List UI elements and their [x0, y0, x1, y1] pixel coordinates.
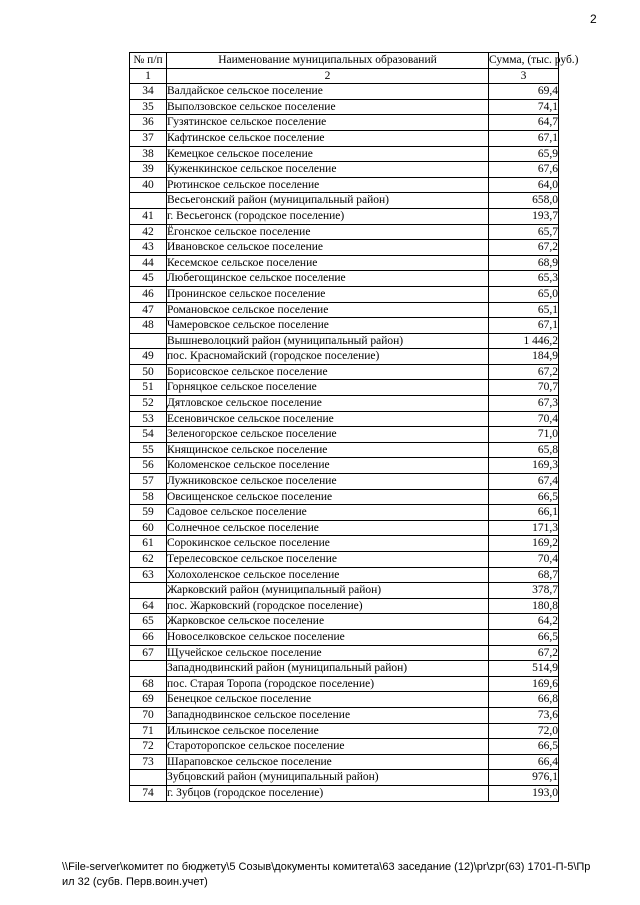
- row-number: [130, 770, 167, 786]
- row-number: 34: [130, 84, 167, 100]
- table-row: [130, 115, 559, 131]
- row-sum: 169,2: [489, 536, 559, 552]
- row-number: 61: [130, 536, 167, 552]
- row-name: Западнодвинское сельское поселение: [167, 707, 489, 723]
- table-row: [130, 629, 559, 645]
- table-row: [130, 224, 559, 240]
- table-row: [130, 146, 559, 162]
- row-name: Княщинское сельское поселение: [167, 442, 489, 458]
- row-sum: 65,0: [489, 286, 559, 302]
- row-name: Бенецкое сельское поселение: [167, 692, 489, 708]
- table-row: [130, 84, 559, 100]
- row-number: 60: [130, 520, 167, 536]
- row-sum: 67,1: [489, 318, 559, 334]
- row-name: пос. Жарковский (городское поселение): [167, 598, 489, 614]
- row-number: 44: [130, 255, 167, 271]
- row-number: 67: [130, 645, 167, 661]
- row-sum: 70,4: [489, 411, 559, 427]
- row-sum: 67,6: [489, 162, 559, 178]
- table-row: [130, 318, 559, 334]
- row-sum: 976,1: [489, 770, 559, 786]
- row-sum: 67,2: [489, 240, 559, 256]
- table-row: [130, 271, 559, 287]
- table-row: [130, 442, 559, 458]
- table-row: [130, 130, 559, 146]
- row-sum: 65,8: [489, 442, 559, 458]
- row-name: Терелесовское сельское поселение: [167, 552, 489, 568]
- row-sum: 193,0: [489, 785, 559, 801]
- row-number: 72: [130, 739, 167, 755]
- row-number: 51: [130, 380, 167, 396]
- row-name: Ильинское сельское поселение: [167, 723, 489, 739]
- table-row: [130, 240, 559, 256]
- row-sum: 67,2: [489, 645, 559, 661]
- row-number: [130, 193, 167, 209]
- row-name: Гузятинское сельское поселение: [167, 115, 489, 131]
- row-name: Любегощинское сельское поселение: [167, 271, 489, 287]
- row-name: Вышневолоцкий район (муниципальный район): [167, 333, 489, 349]
- table-row: [130, 567, 559, 583]
- table-row: [130, 489, 559, 505]
- table-row: [130, 536, 559, 552]
- row-name: Щучейское сельское поселение: [167, 645, 489, 661]
- row-name: Зубцовский район (муниципальный район): [167, 770, 489, 786]
- row-number: [130, 661, 167, 677]
- row-name: Сорокинское сельское поселение: [167, 536, 489, 552]
- district-row: [130, 333, 559, 349]
- table-row: [130, 458, 559, 474]
- row-sum: 193,7: [489, 208, 559, 224]
- table-row: [130, 707, 559, 723]
- row-name: Овсищенское сельское поселение: [167, 489, 489, 505]
- row-number: 70: [130, 707, 167, 723]
- row-name: Западнодвинский район (муниципальный район): [167, 661, 489, 677]
- table-row: [130, 255, 559, 271]
- row-number: 39: [130, 162, 167, 178]
- row-name: Горняцкое сельское поселение: [167, 380, 489, 396]
- table-row: [130, 785, 559, 801]
- district-row: [130, 770, 559, 786]
- row-sum: 65,3: [489, 271, 559, 287]
- row-name: Садовое сельское поселение: [167, 505, 489, 521]
- table-row: [130, 162, 559, 178]
- row-name: Солнечное сельское поселение: [167, 520, 489, 536]
- row-sum: 658,0: [489, 193, 559, 209]
- row-sum: 169,3: [489, 458, 559, 474]
- row-number: 65: [130, 614, 167, 630]
- row-sum: 184,9: [489, 349, 559, 365]
- row-name: Ёгонское сельское поселение: [167, 224, 489, 240]
- table-row: [130, 692, 559, 708]
- table-row: [130, 739, 559, 755]
- row-name: Кафтинское сельское поселение: [167, 130, 489, 146]
- row-number: 49: [130, 349, 167, 365]
- row-sum: 171,3: [489, 520, 559, 536]
- row-number: 69: [130, 692, 167, 708]
- row-number: 55: [130, 442, 167, 458]
- row-name: Валдайское сельское поселение: [167, 84, 489, 100]
- row-name: пос. Старая Торопа (городское поселение): [167, 676, 489, 692]
- row-sum: 65,9: [489, 146, 559, 162]
- row-number: 56: [130, 458, 167, 474]
- row-sum: 68,9: [489, 255, 559, 271]
- row-sum: 180,8: [489, 598, 559, 614]
- row-name: Жарковское сельское поселение: [167, 614, 489, 630]
- row-name: Чамеровское сельское поселение: [167, 318, 489, 334]
- row-number: 68: [130, 676, 167, 692]
- row-sum: 169,6: [489, 676, 559, 692]
- row-sum: 66,5: [489, 489, 559, 505]
- row-name: Новоселковское сельское поселение: [167, 629, 489, 645]
- row-sum: 66,5: [489, 629, 559, 645]
- row-number: 42: [130, 224, 167, 240]
- row-number: 58: [130, 489, 167, 505]
- row-sum: 66,1: [489, 505, 559, 521]
- row-name: Холохоленское сельское поселение: [167, 567, 489, 583]
- page-number: 2: [590, 12, 597, 26]
- column-number: 1: [130, 68, 167, 84]
- table-row: [130, 411, 559, 427]
- row-sum: 1 446,2: [489, 333, 559, 349]
- row-number: 43: [130, 240, 167, 256]
- row-name: Куженкинское сельское поселение: [167, 162, 489, 178]
- row-name: Ивановское сельское поселение: [167, 240, 489, 256]
- row-sum: 378,7: [489, 583, 559, 599]
- table-row: [130, 380, 559, 396]
- row-name: Жарковский район (муниципальный район): [167, 583, 489, 599]
- row-number: 73: [130, 754, 167, 770]
- table-row: [130, 364, 559, 380]
- table-row: [130, 302, 559, 318]
- row-name: Выползовское сельское поселение: [167, 99, 489, 115]
- row-name: Романовское сельское поселение: [167, 302, 489, 318]
- row-number: 41: [130, 208, 167, 224]
- row-sum: 64,2: [489, 614, 559, 630]
- row-number: 50: [130, 364, 167, 380]
- table-row: [130, 349, 559, 365]
- row-sum: 65,1: [489, 302, 559, 318]
- row-number: 38: [130, 146, 167, 162]
- row-number: 62: [130, 552, 167, 568]
- row-name: Есеновичское сельское поселение: [167, 411, 489, 427]
- row-sum: 69,4: [489, 84, 559, 100]
- row-name: Кесемское сельское поселение: [167, 255, 489, 271]
- row-name: Пронинское сельское поселение: [167, 286, 489, 302]
- table-row: [130, 676, 559, 692]
- table-row: [130, 614, 559, 630]
- column-numbers-row: [130, 68, 559, 84]
- header-name: Наименование муниципальных образований: [167, 53, 489, 69]
- row-name: Рютинское сельское поселение: [167, 177, 489, 193]
- row-name: Дятловское сельское поселение: [167, 396, 489, 412]
- row-number: 46: [130, 286, 167, 302]
- table-row: [130, 598, 559, 614]
- row-sum: 65,7: [489, 224, 559, 240]
- header-sum: Сумма, (тыс. руб.): [489, 53, 559, 69]
- row-sum: 66,4: [489, 754, 559, 770]
- row-sum: 66,5: [489, 739, 559, 755]
- row-sum: 64,0: [489, 177, 559, 193]
- row-name: г. Весьегонск (городское поселение): [167, 208, 489, 224]
- row-sum: 67,3: [489, 396, 559, 412]
- row-number: 59: [130, 505, 167, 521]
- column-number: 3: [489, 68, 559, 84]
- row-name: Борисовское сельское поселение: [167, 364, 489, 380]
- row-name: Зеленогорское сельское поселение: [167, 427, 489, 443]
- table-row: [130, 396, 559, 412]
- row-number: 47: [130, 302, 167, 318]
- table-row: [130, 754, 559, 770]
- row-name: Лужниковское сельское поселение: [167, 474, 489, 490]
- row-number: 36: [130, 115, 167, 131]
- row-name: г. Зубцов (городское поселение): [167, 785, 489, 801]
- table-row: [130, 474, 559, 490]
- table-row: [130, 552, 559, 568]
- row-sum: 67,1: [489, 130, 559, 146]
- table-row: [130, 208, 559, 224]
- row-name: пос. Красномайский (городское поселение): [167, 349, 489, 365]
- row-sum: 64,7: [489, 115, 559, 131]
- row-sum: 72,0: [489, 723, 559, 739]
- table-row: [130, 723, 559, 739]
- row-number: [130, 333, 167, 349]
- row-name: Кемецкое сельское поселение: [167, 146, 489, 162]
- table-body: [130, 84, 559, 801]
- row-name: Весьегонский район (муниципальный район): [167, 193, 489, 209]
- row-sum: 67,2: [489, 364, 559, 380]
- row-number: 45: [130, 271, 167, 287]
- row-number: 54: [130, 427, 167, 443]
- row-number: 74: [130, 785, 167, 801]
- row-number: 53: [130, 411, 167, 427]
- table-row: [130, 99, 559, 115]
- row-sum: 514,9: [489, 661, 559, 677]
- row-number: 57: [130, 474, 167, 490]
- row-number: 52: [130, 396, 167, 412]
- subsidy-table: [129, 52, 579, 802]
- row-sum: 73,6: [489, 707, 559, 723]
- row-sum: 68,7: [489, 567, 559, 583]
- table-header-row: [130, 53, 559, 69]
- table-row: [130, 427, 559, 443]
- row-number: 37: [130, 130, 167, 146]
- district-row: [130, 193, 559, 209]
- row-name: Коломенское сельское поселение: [167, 458, 489, 474]
- row-sum: 71,0: [489, 427, 559, 443]
- column-number: 2: [167, 68, 489, 84]
- row-sum: 74,1: [489, 99, 559, 115]
- row-number: 64: [130, 598, 167, 614]
- header-num: № п/п: [130, 53, 167, 69]
- table-row: [130, 505, 559, 521]
- row-sum: 70,4: [489, 552, 559, 568]
- file-path-footer: \\File-server\комитет по бюджету\5 Созыв\документы комитета\63 заседание (12)\pr\zpr(63) 1701-П-5\Прил 32 (субв. Перв.воин.учет): [62, 861, 591, 888]
- district-row: [130, 661, 559, 677]
- row-number: 66: [130, 629, 167, 645]
- row-number: 35: [130, 99, 167, 115]
- row-number: 40: [130, 177, 167, 193]
- row-name: Староторопское сельское поселение: [167, 739, 489, 755]
- table-row: [130, 286, 559, 302]
- row-sum: 66,8: [489, 692, 559, 708]
- row-sum: 70,7: [489, 380, 559, 396]
- row-number: 71: [130, 723, 167, 739]
- table-row: [130, 645, 559, 661]
- row-name: Шараповское сельское поселение: [167, 754, 489, 770]
- row-number: 63: [130, 567, 167, 583]
- row-number: [130, 583, 167, 599]
- table-row: [130, 520, 559, 536]
- district-row: [130, 583, 559, 599]
- table-row: [130, 177, 559, 193]
- row-sum: 67,4: [489, 474, 559, 490]
- row-number: 48: [130, 318, 167, 334]
